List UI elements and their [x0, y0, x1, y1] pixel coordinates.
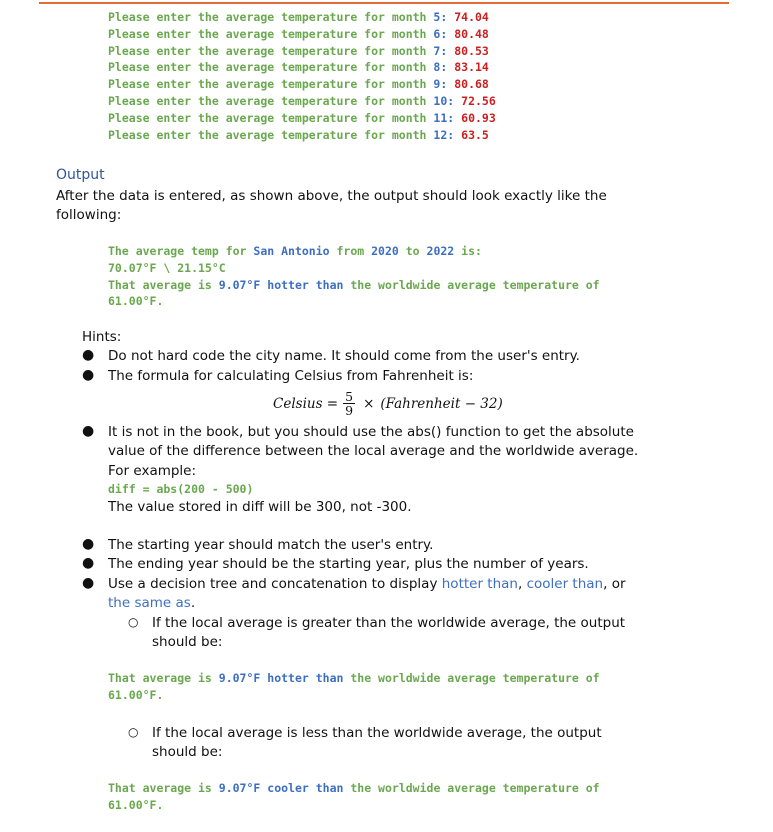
- sub-hint-line: should be:: [152, 744, 223, 761]
- hint-line: For example:: [108, 462, 197, 479]
- cooler-than-link: cooler than: [526, 576, 604, 592]
- sample-diff: 9.07°F: [218, 277, 261, 292]
- input-month: 12: [433, 127, 448, 142]
- input-prompt: Please enter the average temperature for month: [108, 26, 434, 41]
- input-prompt: Please enter the average temperature for month: [108, 93, 434, 108]
- input-line: Please enter the average temperature for month 7: 80.53: [108, 43, 489, 58]
- circle-bullet-icon: ○: [128, 725, 139, 739]
- formula-numerator: 5: [345, 389, 354, 404]
- sub-hint-line: should be:: [152, 634, 223, 651]
- bullet-icon: ●: [82, 536, 95, 552]
- sample-city: San Antonio: [253, 244, 330, 258]
- input-line: Please enter the average temperature for month 11: 60.93: [108, 110, 496, 125]
- same-as-link: the same as: [108, 595, 191, 612]
- example-compare: hotter than: [267, 671, 344, 685]
- input-value: 80.48: [454, 26, 489, 41]
- input-prompt: Please enter the average temperature for month: [108, 10, 434, 24]
- bullet-icon: ●: [82, 347, 95, 363]
- hint-item: Use a decision tree and concatenation to display hotter than, cooler than, or the same as.: [108, 576, 626, 612]
- formula-rhs: (Fahrenheit − 32): [380, 395, 503, 412]
- formula-lhs: Celsius =: [273, 395, 339, 412]
- formula-fraction: [343, 390, 355, 417]
- sample-start-year: 2020: [371, 244, 399, 258]
- bullet-icon: ●: [82, 555, 95, 571]
- input-month: 11: [433, 110, 448, 125]
- sample-line: The average temp for San Antonio from 2020 to 2022 is:: [108, 244, 482, 258]
- input-month: 6: [433, 26, 441, 41]
- input-value: 72.56: [461, 93, 496, 108]
- hint-item: The starting year should match the user's entry.: [108, 537, 434, 553]
- example-line: 61.00°F.: [108, 687, 164, 702]
- circle-bullet-icon: ○: [128, 615, 139, 629]
- output-heading: Output: [56, 167, 105, 183]
- bullet-icon: ●: [82, 423, 95, 439]
- hints-title: Hints:: [82, 329, 122, 345]
- hint-line: It is not in the book, but you should use the abs() function to get the absolute: [108, 424, 634, 440]
- hint-item: Do not hard code the city name. It should come from the user's entry.: [108, 348, 580, 364]
- sub-hint-item: [152, 614, 625, 653]
- page-top-rule: [39, 2, 729, 4]
- input-month: 10: [433, 93, 448, 108]
- example-diff: 9.07°F: [218, 781, 261, 795]
- bullet-icon: ●: [82, 575, 95, 591]
- hint-line: value of the difference between the local average and the worldwide average.: [108, 443, 639, 460]
- code-example: diff = abs(200 - 500): [108, 481, 254, 496]
- hint-line: The value stored in diff will be 300, not -300.: [108, 498, 412, 515]
- example-cooler: That average is 9.07°F cooler than the worldwide average temperature of 61.00°F.: [108, 781, 600, 812]
- formula-denominator: 9: [345, 403, 354, 418]
- example-diff: 9.07°F: [218, 671, 261, 685]
- sample-compare: hotter than: [267, 277, 344, 292]
- input-prompt: Please enter the average temperature for month: [108, 127, 434, 142]
- input-prompt: Please enter the average temperature for month: [108, 60, 434, 75]
- sample-end-year: 2022: [426, 244, 455, 258]
- output-intro-line: After the data is entered, as shown above, the output should look exactly like the: [56, 188, 607, 204]
- input-value: 83.14: [454, 60, 489, 75]
- input-line: Please enter the average temperature for month 6: 80.48: [108, 26, 489, 41]
- sample-output: [108, 243, 600, 310]
- input-prompt: Please enter the average temperature for month: [108, 43, 434, 58]
- input-month: 5: [433, 10, 441, 24]
- input-month: 9: [433, 77, 441, 92]
- output-intro-line: following:: [56, 207, 122, 224]
- sample-line: 70.07°F \ 21.15°C: [108, 260, 226, 275]
- input-month: 8: [433, 60, 441, 75]
- hint-item: The ending year should be the starting year, plus the number of years.: [108, 556, 589, 572]
- input-transcript: [108, 9, 496, 143]
- hint-item: The formula for calculating Celsius from Fahrenheit is:: [108, 368, 474, 384]
- example-compare: cooler than: [267, 781, 344, 795]
- input-prompt: Please enter the average temperature for month: [108, 77, 434, 92]
- input-value: 60.93: [461, 110, 496, 125]
- example-line: 61.00°F.: [108, 797, 164, 812]
- sub-hint-line: If the local average is greater than the worldwide average, the output: [152, 615, 626, 631]
- input-prompt: Please enter the average temperature for month: [108, 110, 434, 125]
- sub-hint-item: [152, 724, 602, 763]
- input-month: 7: [433, 43, 441, 58]
- input-value: 63.5: [461, 127, 489, 142]
- bullet-icon: ●: [82, 367, 95, 383]
- input-value: 74.04: [454, 10, 489, 24]
- sample-line: 61.00°F.: [108, 294, 164, 309]
- hint-item: [108, 423, 638, 517]
- input-line: Please enter the average temperature for month 8: 83.14: [108, 60, 489, 75]
- sub-hint-line: If the local average is less than the worldwide average, the output: [152, 725, 602, 741]
- formula-times: ×: [363, 395, 375, 412]
- input-line: Please enter the average temperature for month 9: 80.68: [108, 77, 489, 92]
- example-hotter: That average is 9.07°F hotter than the worldwide average temperature of 61.00°F.: [108, 671, 600, 702]
- celsius-formula: [273, 390, 503, 417]
- sample-line: That average is 9.07°F hotter than the worldwide average temperature of: [108, 277, 600, 292]
- input-line: Please enter the average temperature for month 5: 74.04: [108, 10, 489, 24]
- input-value: 80.68: [454, 77, 489, 92]
- input-line: Please enter the average temperature for month 12: 63.5: [108, 127, 489, 142]
- output-intro: [56, 187, 607, 226]
- input-line: Please enter the average temperature for month 10: 72.56: [108, 93, 496, 108]
- hotter-than-link: hotter than: [441, 576, 518, 592]
- input-value: 80.53: [454, 43, 489, 58]
